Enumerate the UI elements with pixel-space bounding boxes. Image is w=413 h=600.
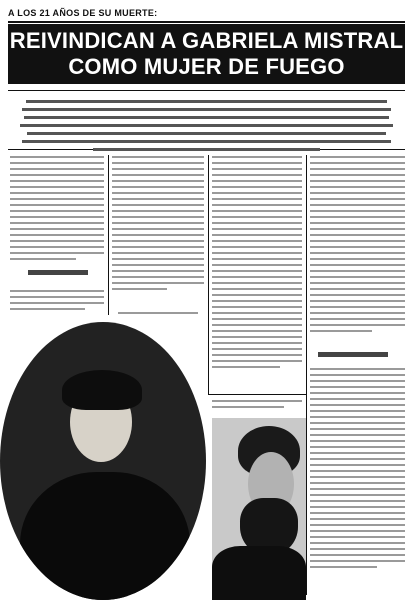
- portrait-hair: [62, 370, 142, 410]
- column-1-subhead: [28, 270, 88, 275]
- article-column-4-lower: [310, 368, 405, 572]
- portrait-man-coat: [212, 546, 306, 600]
- article-column-3: [212, 156, 302, 372]
- article-column-1-lower: [10, 290, 104, 314]
- headline-banner: [8, 24, 405, 84]
- column-rule-1: [108, 155, 109, 315]
- article-column-4: [310, 156, 405, 336]
- column-4-subhead: [318, 352, 388, 357]
- portrait-photo-man: [212, 418, 306, 600]
- column-rule-3: [306, 155, 307, 595]
- column-rule-2: [208, 155, 209, 395]
- photo-caption-2: [212, 400, 302, 412]
- portrait-photo-woman: [0, 322, 206, 600]
- article-column-1: [10, 156, 104, 264]
- caption-rule-2: [208, 394, 306, 395]
- deck-box: [8, 90, 405, 150]
- headline-line-1: REIVINDICAN A GABRIELA MISTRAL: [9, 28, 404, 53]
- kicker: A LOS 21 AÑOS DE SU MUERTE:: [8, 5, 405, 23]
- deck-text: [18, 100, 395, 156]
- article-column-2: [112, 156, 204, 294]
- photo-caption-1: [118, 312, 198, 318]
- headline-line-2: COMO MUJER DE FUEGO: [68, 54, 345, 79]
- portrait-garment: [20, 472, 190, 600]
